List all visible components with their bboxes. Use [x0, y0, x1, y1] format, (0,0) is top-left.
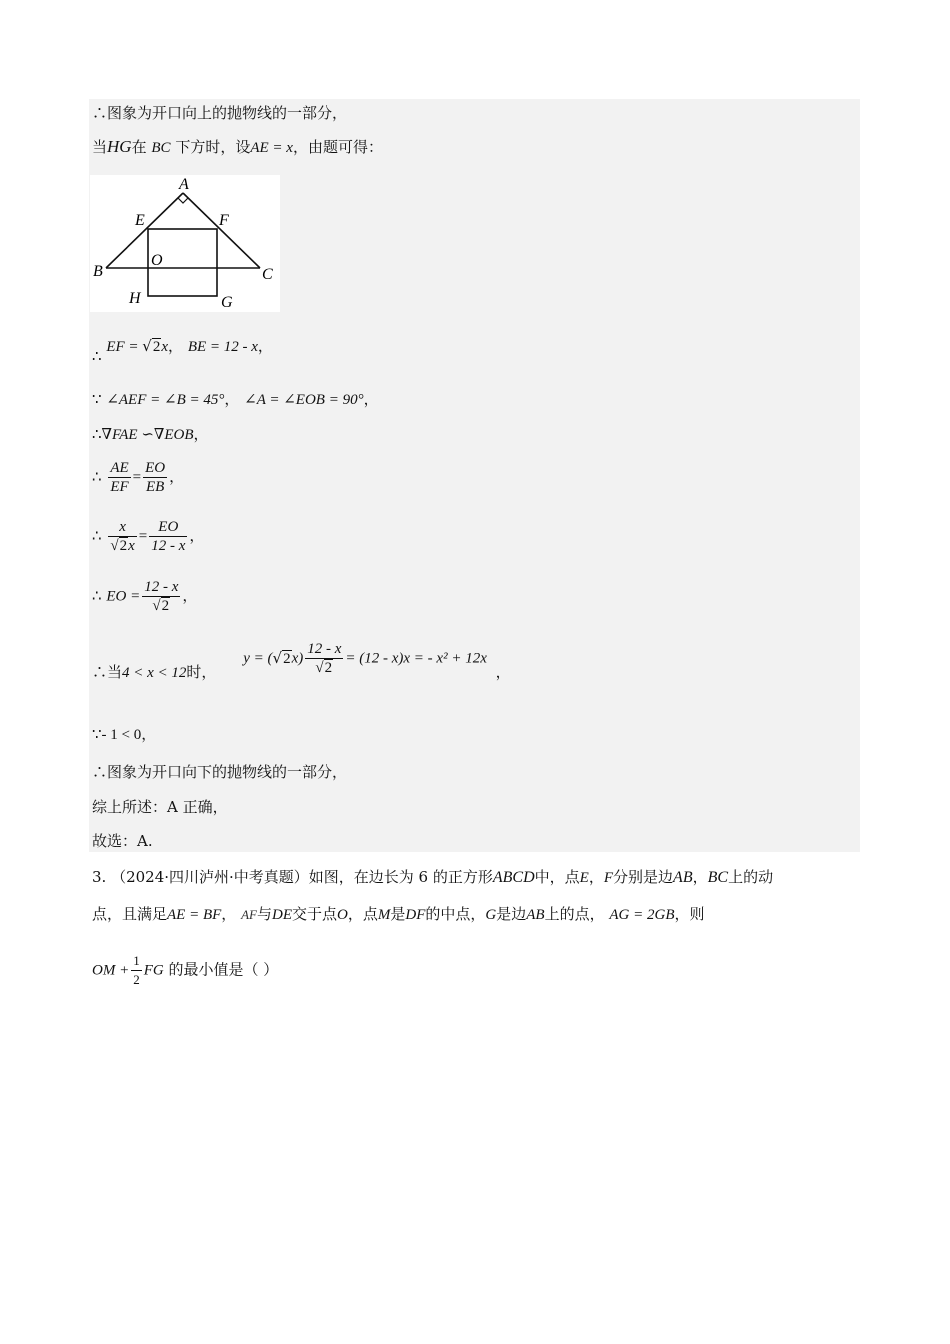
solution-line-7: ∴ $\frac{x}{√2x}$ = $\frac{EO}{12 - x}$ ， [92, 519, 205, 554]
solution-line-6: ∴ $\frac{AE}{EF}$ = $\frac{EO}{EB}$ ， [92, 460, 185, 495]
sqrt-symbol: √2 [142, 337, 161, 355]
question-line-2: 点，且满足AE = BF， AF与DE交于点O，点M是DF的中点，G是边AB上的点， AG = 2GB，则 [92, 905, 705, 923]
fraction-12x-root2-b: $\frac{12 - x}{√2}$ [307, 641, 342, 676]
solution-line-12: 综上所述：A 正确， [92, 798, 228, 816]
solution-line-4: ∵ ∠AEF = ∠B = 45°， ∠A = ∠EOB = 90°， [92, 390, 379, 408]
label-g: G [221, 294, 233, 311]
solution-line-3: ∴ EF = √2x， BE = 12 - x， [92, 337, 273, 365]
solution-line-2: 当HG在 BC 下方时，设AE = x，由题可得： [92, 137, 383, 156]
question-line-1: 3. （2024·四川泸州·中考真题）如图，在边长为 6 的正方形ABCD中，点E，F分别是边AB，BC上的动 [92, 868, 774, 886]
label-h: H [129, 290, 141, 307]
fraction-x-root2x: $\frac{x}{√2x}$ [110, 519, 135, 554]
sqrt-symbol: √2 [315, 660, 333, 676]
solution-line-11: ∴图象为开口向下的抛物线的一部分， [92, 763, 348, 781]
solution-line-8: ∴ EO = $\frac{12 - x}{√2}$ ， [92, 579, 198, 614]
label-o: O [151, 252, 163, 269]
geometry-figure [90, 175, 280, 312]
label-b: B [93, 263, 103, 280]
fraction-eo-12x: $\frac{EO}{12 - x}$ [151, 519, 186, 554]
label-f: F [219, 212, 229, 229]
fraction-eo-eb: $\frac{EO}{EB}$ [145, 460, 166, 495]
label-a: A [179, 176, 189, 193]
solution-line-10: ∵- 1 < 0， [92, 725, 157, 743]
triangle-square-diagram [90, 175, 280, 312]
solution-line-1: ∴图象为开口向上的抛物线的一部分， [92, 104, 348, 122]
sqrt-symbol: √2 [110, 538, 128, 554]
solution-line-13: 故选：A. [92, 832, 153, 850]
question-line-3: OM + $\frac{1}{2}$ FG 的最小值是（ ） [92, 953, 279, 987]
solution-line-5: ∴∇FAE ∽∇EOB， [92, 425, 209, 443]
sqrt-symbol: √2 [152, 598, 170, 614]
fraction-ae-ef: $\frac{AE}{EF}$ [110, 460, 129, 495]
label-c: C [262, 266, 273, 283]
label-e: E [135, 212, 145, 229]
solution-line-9: ∴当4 < x < 12时， y = (√2x) $\frac{12 - x}{√2}$ = (12 - x)x = - x² + 12x ， [92, 641, 511, 681]
fraction-one-half: $\frac{1}{2}$ [133, 953, 140, 987]
sqrt-symbol: √2 [272, 648, 291, 667]
fraction-12x-root2: $\frac{12 - x}{√2}$ [144, 579, 179, 614]
